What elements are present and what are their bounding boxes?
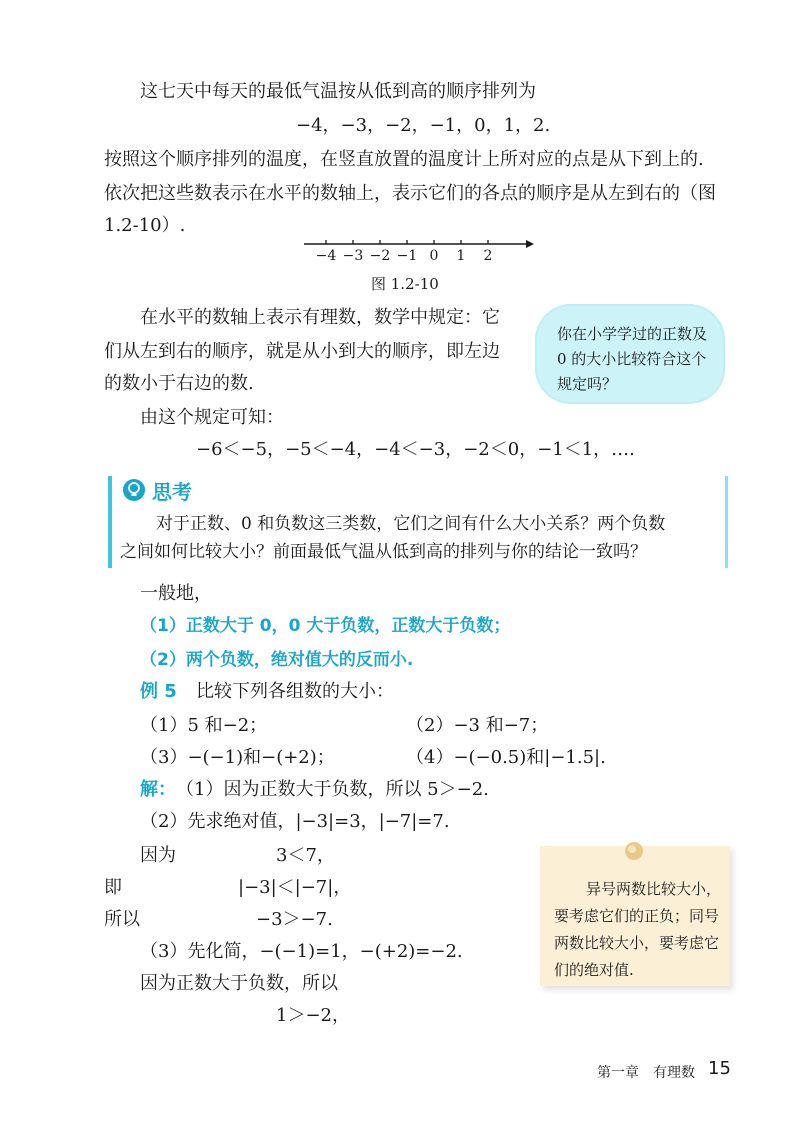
so-word: 所以 — [104, 909, 140, 930]
think-box — [108, 472, 728, 572]
margin-callout — [535, 304, 725, 404]
note-text — [554, 876, 726, 984]
page-number: 15 — [708, 1058, 731, 1079]
think-body — [120, 510, 724, 566]
number-line-label: 1 — [456, 248, 466, 264]
number-line-arrow — [526, 240, 534, 248]
example-item-2: （2）−3 和−7； — [406, 715, 549, 736]
think-line-2: 之间如何比较大小？前面最低气温从低到高的排列与你的结论一致吗？ — [120, 542, 647, 562]
solution-label: 解： — [140, 779, 176, 800]
rule-line-2: 们从左到右的顺序，就是从小到大的顺序，即左边 — [104, 341, 500, 362]
ie-expression: |−3|＜|−7|， — [238, 877, 352, 898]
intro-line-2: 按照这个顺序排列的温度，在竖直放置的温度计上所对应的点是从下到上的. — [104, 149, 704, 170]
solution-step-1: （1）因为正数大于负数，所以 5＞−2. — [176, 779, 489, 800]
number-line-label: 0 — [429, 248, 439, 264]
ie-word: 即 — [104, 877, 122, 898]
number-line-label: −3 — [342, 248, 364, 264]
because-expression: 3＜7， — [276, 845, 335, 866]
intro-line-4: 1.2-10）. — [104, 215, 186, 236]
number-line-label: −2 — [369, 248, 391, 264]
example-item-3: （3）−(−1)和−(+2)； — [140, 747, 335, 768]
general-rule-2: （2）两个负数，绝对值大的反而小. — [140, 650, 414, 670]
think-right-bar — [725, 476, 728, 568]
number-line-label: −4 — [315, 248, 337, 264]
example-item-4: （4）−(−0.5)和|−1.5|. — [406, 747, 606, 768]
pushpin-icon — [623, 840, 645, 862]
note-body: 异号两数比较大小，要考虑它们的正负；同号两数比较大小，要考虑它们的绝对值. — [554, 880, 722, 979]
solution-step-3c: 1＞−2， — [276, 1005, 350, 1026]
temperature-sequence: −4，−3，−2，−1，0，1，2. — [296, 115, 551, 136]
rule-line-1: 在水平的数轴上表示有理数，数学中规定：它 — [140, 307, 500, 328]
figure-caption: 图 1.2-10 — [371, 275, 439, 293]
solution-step-3b: 因为正数大于负数，所以 — [140, 973, 338, 994]
number-line-label: 2 — [483, 248, 493, 264]
lightbulb-icon — [122, 478, 146, 502]
think-line-1: 对于正数、0 和负数这三类数，它们之间有什么大小关系？两个负数 — [156, 514, 666, 534]
number-line-figure — [300, 236, 540, 276]
chapter-footer: 第一章 有理数 — [597, 1065, 695, 1081]
number-line-label: −1 — [396, 248, 418, 264]
example-label: 例 5 — [140, 681, 177, 702]
think-left-bar — [108, 476, 112, 568]
solution-step-2: （2）先求绝对值，|−3|=3，|−7|=7. — [140, 811, 450, 832]
intro-line-3: 依次把这些数表示在水平的数轴上，表示它们的各点的顺序是从左到右的（图 — [104, 183, 716, 204]
sticky-note — [540, 846, 730, 986]
think-title: 思考 — [152, 480, 192, 504]
inequality-examples: −6＜−5，−5＜−4，−4＜−3，−2＜0，−1＜1，…. — [196, 439, 635, 460]
callout-text: 你在小学学过的正数及 0 的大小比较符合这个规定吗？ — [557, 325, 708, 393]
solution-step-3: （3）先化简，−(−1)=1，−(+2)=−2. — [140, 941, 463, 962]
rule-line-3: 的数小于右边的数. — [104, 373, 254, 394]
intro-line-1: 这七天中每天的最低气温按从低到高的顺序排列为 — [140, 81, 536, 102]
general-rule-1: （1）正数大于 0，0 大于负数，正数大于负数； — [140, 616, 511, 636]
so-expression: −3＞−7. — [256, 909, 333, 930]
general-intro: 一般地， — [140, 583, 212, 604]
example-item-1: （1）5 和−2； — [140, 715, 268, 736]
rule-line-4: 由这个规定可知： — [140, 407, 284, 428]
example-prompt: 比较下列各组数的大小： — [196, 681, 394, 702]
because-word: 因为 — [140, 845, 176, 866]
